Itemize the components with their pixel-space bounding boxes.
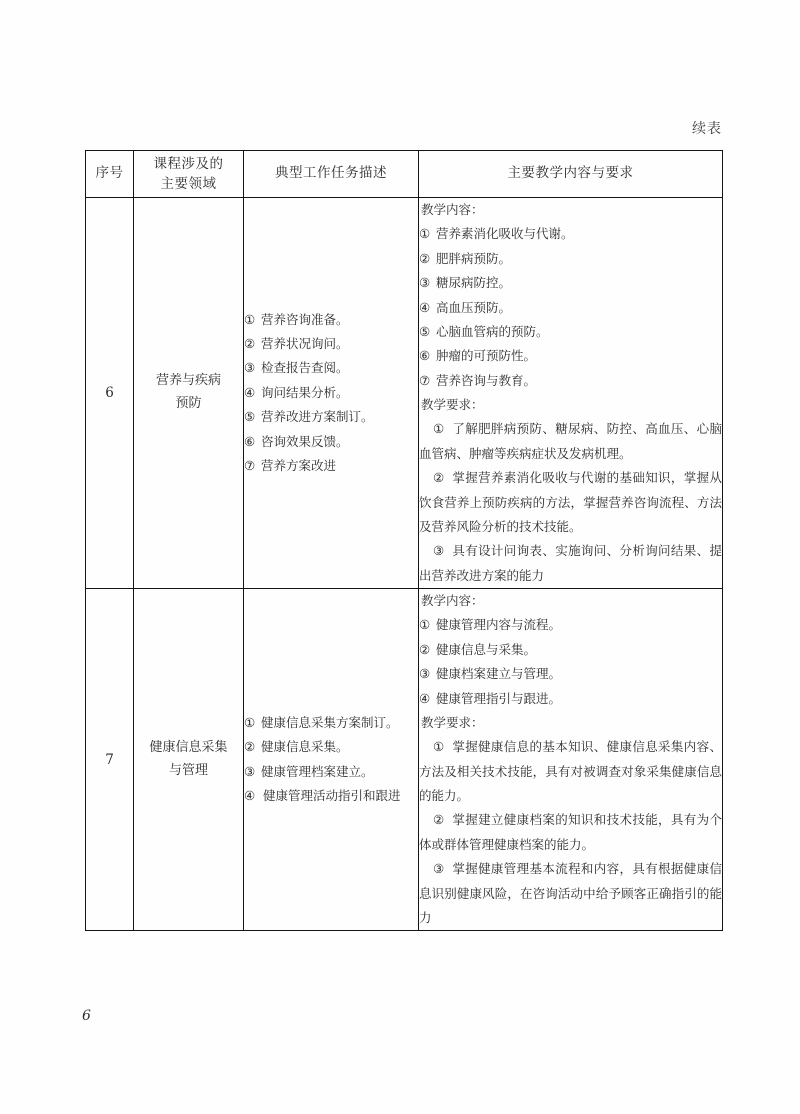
content-item-text: 健康管理内容与流程。 (436, 617, 562, 633)
row-sequence-number: 6 (86, 198, 134, 589)
task-item-text: 询问结果分析。 (261, 384, 349, 400)
teaching-content-item (419, 613, 722, 637)
task-item (244, 430, 418, 454)
task-item-marker: ⑥ (244, 433, 256, 449)
column-header-field (134, 151, 244, 198)
content-item-text: 健康管理指引与跟进。 (436, 690, 562, 706)
content-item-marker: ② (419, 641, 431, 657)
task-item-text: 检查报告查阅。 (261, 360, 349, 376)
task-item-marker: ④ (244, 384, 256, 400)
row-task-description (244, 589, 419, 931)
task-item (244, 308, 418, 332)
table-body (86, 198, 723, 931)
task-item-marker: ③ (244, 763, 256, 779)
table-row (86, 198, 723, 589)
teaching-content-item (419, 638, 722, 662)
task-item-text: 营养改进方案制订。 (261, 409, 374, 425)
content-item-marker: ① (419, 226, 431, 242)
row-field-area (134, 198, 244, 589)
content-item-marker: ⑥ (419, 348, 431, 364)
column-header-task: 典型工作任务描述 (244, 151, 419, 198)
teaching-content-item (419, 222, 722, 246)
content-item-marker: ⑦ (419, 372, 431, 388)
row-field-area-line1: 营养与疾病 (155, 373, 221, 389)
content-item-marker: ③ (419, 275, 431, 291)
teaching-content-item (419, 687, 722, 711)
content-item-text: 健康信息与采集。 (436, 641, 537, 657)
teaching-content-item (419, 296, 722, 320)
row-field-area-line2: 与管理 (168, 762, 208, 778)
column-header-field-line2: 主要领域 (160, 176, 217, 192)
requirement-item-marker: ① (433, 739, 445, 755)
task-item-marker: ⑦ (244, 457, 256, 473)
content-item-text: 营养素消化吸收与代谢。 (436, 226, 574, 242)
row-teaching-requirements (419, 198, 723, 589)
task-item-marker: ② (244, 739, 256, 755)
row-field-area (134, 589, 244, 931)
requirement-item (419, 857, 722, 930)
content-item-marker: ⑤ (419, 323, 431, 339)
requirement-item-marker: ③ (433, 861, 445, 877)
content-item-marker: ② (419, 250, 431, 266)
content-item-marker: ① (419, 617, 431, 633)
content-item-marker: ④ (419, 690, 431, 706)
table-row (86, 589, 723, 931)
content-item-text: 肥胖病预防。 (436, 250, 512, 266)
requirement-item (419, 466, 722, 539)
requirement-item (419, 417, 722, 466)
table-header (86, 151, 723, 198)
task-item-text: 健康信息采集方案制订。 (261, 714, 399, 730)
content-item-marker: ④ (419, 299, 431, 315)
task-item (244, 356, 418, 380)
row-task-description (244, 198, 419, 589)
table-header-row (86, 151, 723, 198)
content-item-text: 健康档案建立与管理。 (436, 666, 562, 682)
teaching-content-title: 教学内容： (421, 202, 484, 217)
requirement-item (419, 735, 722, 808)
teaching-content-item (419, 344, 722, 368)
teaching-requirement-title: 教学要求： (421, 397, 484, 412)
content-item-text: 肿瘤的可预防性。 (436, 348, 537, 364)
task-item-marker: ① (244, 311, 256, 327)
task-item (244, 735, 418, 759)
content-item-text: 心脑血管病的预防。 (436, 323, 549, 339)
content-item-marker: ③ (419, 666, 431, 682)
teaching-content-item (419, 247, 722, 271)
row-sequence-number: 7 (86, 589, 134, 931)
column-header-seq: 序号 (86, 151, 134, 198)
teaching-content-item (419, 369, 722, 393)
column-header-requirement: 主要教学内容与要求 (419, 151, 723, 198)
task-item (244, 784, 418, 808)
column-header-field-line1: 课程涉及的 (153, 155, 224, 172)
task-item (244, 332, 418, 356)
teaching-content-item (419, 662, 722, 686)
row-teaching-requirements (419, 589, 723, 931)
teaching-content-title: 教学内容： (421, 593, 484, 608)
task-item-text: 营养方案改进 (261, 457, 337, 473)
requirement-item-text: 掌握健康信息的基本知识、健康信息采集内容、方法及相关技术技能，具有对被调查对象采集健康信息的能力。 (419, 739, 722, 803)
requirement-item (419, 808, 722, 857)
row-field-area-line1: 健康信息采集 (149, 739, 228, 755)
task-item (244, 454, 418, 478)
page-number: 6 (82, 1008, 91, 1024)
requirement-item-marker: ① (433, 421, 445, 437)
task-item-text: 咨询效果反馈。 (261, 433, 349, 449)
content-item-text: 糖尿病防控。 (436, 275, 512, 291)
task-item (244, 760, 418, 784)
curriculum-table (85, 150, 723, 931)
task-item-marker: ⑤ (244, 409, 256, 425)
requirement-item-marker: ② (433, 812, 445, 828)
requirement-item-text: 具有设计问询表、实施询问、分析询问结果、提出营养改进方案的能力 (419, 543, 722, 583)
task-item-text: 健康管理活动指引和跟进 (263, 788, 401, 803)
requirement-item-text: 掌握健康管理基本流程和内容，具有根据健康信息识别健康风险，在咨询活动中给予顾客正确指引的能力 (419, 861, 722, 925)
teaching-content-item (419, 271, 722, 295)
content-item-text: 高血压预防。 (436, 299, 512, 315)
task-item-marker: ③ (244, 360, 256, 376)
task-item (244, 381, 418, 405)
task-item-text: 营养状况询问。 (261, 336, 349, 352)
task-item-marker: ② (244, 336, 256, 352)
task-item-marker: ① (244, 714, 256, 730)
teaching-content-item (419, 320, 722, 344)
requirement-item-text: 了解肥胖病预防、糖尿病、防控、高血压、心脑血管病、肿瘤等疾病症状及发病机理。 (419, 421, 722, 461)
row-field-area-line2: 预防 (175, 396, 202, 411)
requirement-item (419, 539, 722, 588)
requirement-item-marker: ② (433, 470, 445, 486)
continued-table-label: 续表 (692, 121, 722, 137)
teaching-requirement-title: 教学要求： (421, 714, 484, 730)
task-item-text: 健康管理档案建立。 (261, 763, 374, 779)
requirement-item-marker: ③ (433, 543, 445, 559)
requirement-item-text: 掌握营养素消化吸收与代谢的基础知识，掌握从饮食营养上预防疾病的方法，掌握营养咨询流程、方法及营养风险分析的技术技能。 (419, 470, 722, 534)
content-item-text: 营养咨询与教育。 (436, 372, 537, 388)
task-item-text: 健康信息采集。 (261, 739, 349, 755)
requirement-item-text: 掌握建立健康档案的知识和技术技能，具有为个体或群体管理健康档案的能力。 (419, 812, 722, 852)
task-item (244, 405, 418, 429)
task-item (244, 711, 418, 735)
task-item-text: 营养咨询准备。 (261, 311, 349, 327)
task-item-marker: ④ (244, 788, 256, 803)
